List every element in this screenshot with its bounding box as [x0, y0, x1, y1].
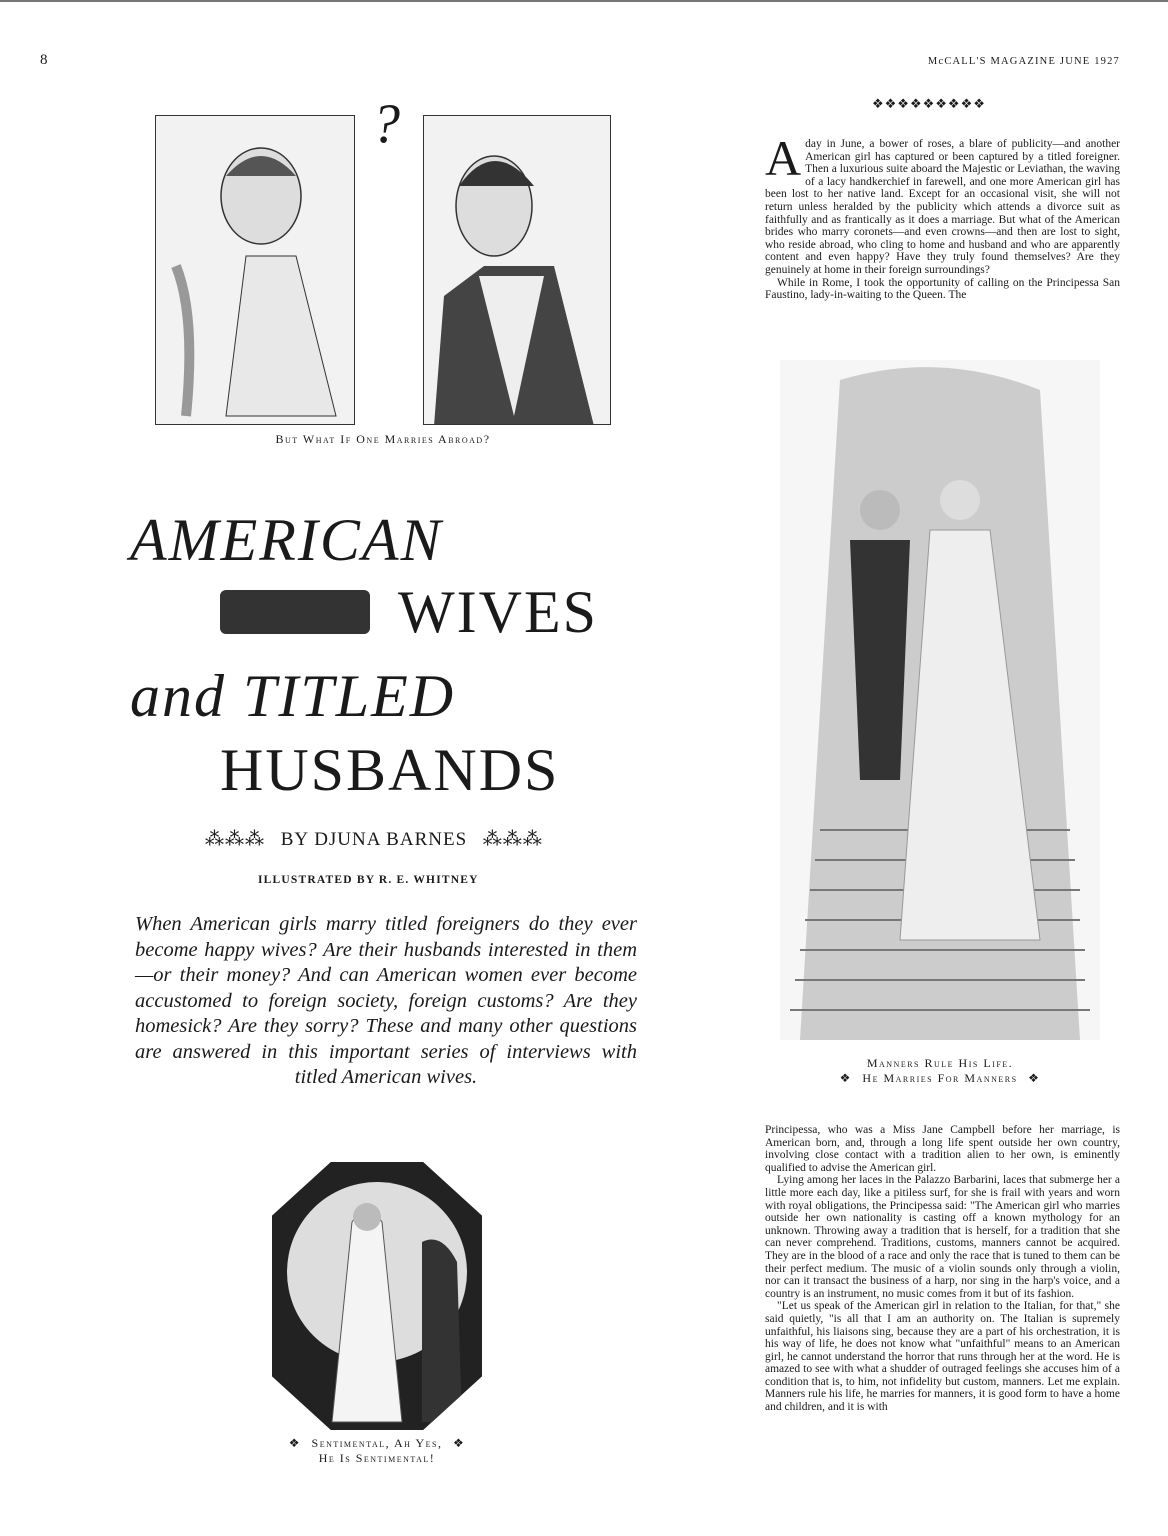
bottom-caption-line-2: He Is Sentimental!: [318, 1451, 436, 1465]
title-line-3: and TITLED: [130, 663, 456, 729]
article-paragraph-1: day in June, a bower of roses, a blare of publicity—and another American girl has captured or been captured by a titled foreigner. Then a luxurious suite aboard the Majestic or Leviathan, the waving of a lacy handkerchief in farewell, and one more American girl has been lost to her native land. Except for an occasional visit, she will not return unless heralded by the publicity which attends a divorce suit as faithfully and as frantically as it does a marriage. But what of the American brides who marry coronets—and even crowns—and then are lost to sight, who reside abroad, who cling to home and husband and who are apparently content and even happy? Have they truly found themselves? Are they genuinely at home in their foreign surroundings?: [765, 138, 1120, 276]
illustration-man-portrait: [423, 115, 611, 425]
title-line-4: HUSBANDS: [220, 737, 560, 803]
illustration-couple-octagon: [272, 1162, 482, 1430]
woman-portrait-drawing: [156, 116, 355, 425]
illustrator-credit: ILLUSTRATED BY R. E. WHITNEY: [258, 874, 479, 886]
byline-ornament-left: ⁂⁂⁂: [205, 829, 265, 850]
article-paragraph-4: Lying among her laces in the Palazzo Barbarini, laces that submerge her a little more each day, like a pitiless surf, for she is frail with years and worn with royal obligations, the Principessa said: "The American girl who marries outside her own nationality is casting off a known mythology for an unknown. Throwing away a tradition that is herself, for a tradition that she can never comprehend. Traditions, customs, manners cannot be acquired. They are in the blood of a race and only the race that is tuned to them can be their perfect medium. The music of a violin sounds only through a violin, nor can it transact the business of a harp, nor sing in the harp's voice, and a country is an instrument, no music comes from it but of its fashion.: [765, 1174, 1120, 1300]
right-caption-line-2: ❖ He Marries For Manners ❖: [839, 1071, 1041, 1085]
page-number: 8: [40, 52, 48, 68]
illustration-wedding-stairs: [780, 360, 1100, 1040]
caption-ornament-right: ❖: [1028, 1071, 1041, 1085]
title-line-2: WIVES: [398, 579, 598, 645]
bottom-caption: [272, 1436, 482, 1466]
drop-cap: A: [765, 130, 802, 186]
illustration-woman-portrait: [155, 115, 355, 425]
top-rule: [0, 0, 1168, 2]
title-line-1: AMERICAN: [130, 507, 443, 573]
running-head: McCALL'S MAGAZINE JUNE 1927: [927, 56, 1120, 67]
question-mark: ?: [372, 93, 400, 155]
right-caption: [810, 1056, 1070, 1086]
article-column-top: [765, 130, 1120, 302]
bottom-caption-line-1: ❖ Sentimental, Ah Yes, ❖: [288, 1436, 466, 1450]
couple-octagon-drawing: [272, 1162, 482, 1430]
article-paragraph-2: While in Rome, I took the opportunity of calling on the Principessa San Faustino, lady-in-waiting to the Queen. The: [765, 276, 1120, 302]
title-ornament: [220, 590, 370, 634]
man-portrait-drawing: [424, 116, 611, 425]
top-caption: But What If One Marries Abroad?: [275, 432, 491, 446]
article-paragraph-3: Principessa, who was a Miss Jane Campbell before her marriage, is American born, and, through a long life spent outside her own country, involving close contact with a tradition alien to her own, is eminently qualified to advise the American girl.: [765, 1124, 1120, 1174]
article-column-bottom: [765, 1124, 1120, 1414]
caption-ornament-left: ❖: [839, 1071, 852, 1085]
article-paragraph-5: "Let us speak of the American girl in relation to the Italian, for that," she said quietly, "is all that I am an authority on. The Italian is supremely unfaithful, his liaisons sing, because they are a part of his orchestration, it is his way of life, he does not know what "unfaithful" means to an American girl, he cannot understand the horror that runs through her at the word. He is amazed to see with what a shudder of outraged feelings she accuses him of a condition that is, to him, not infidelity but custom, manners. Let me explain. Manners rule his life, he marries for manners, it is good form to have a home and children, and it is with: [765, 1300, 1120, 1414]
byline-row: [205, 828, 543, 851]
caption-ornament-left: ❖: [288, 1436, 302, 1450]
caption-ornament-right: ❖: [452, 1436, 466, 1450]
byline-author: BY DJUNA BARNES: [280, 829, 468, 850]
intro-deck: When American girls marry titled foreigners do they ever become happy wives? Are their husbands interested in them—or their money? And can American women ever become accustomed to foreign society, foreign customs? Are they homesick? Are they sorry? These and many other questions are answered in this important series of interviews with titled American wives.: [135, 913, 637, 1088]
byline-ornament-right: ⁂⁂⁂: [482, 829, 543, 850]
wedding-stairs-drawing: [780, 360, 1100, 1040]
right-caption-line-1: Manners Rule His Life.: [866, 1056, 1014, 1070]
header-ornament: ❖❖❖❖❖❖❖❖❖: [872, 96, 986, 111]
